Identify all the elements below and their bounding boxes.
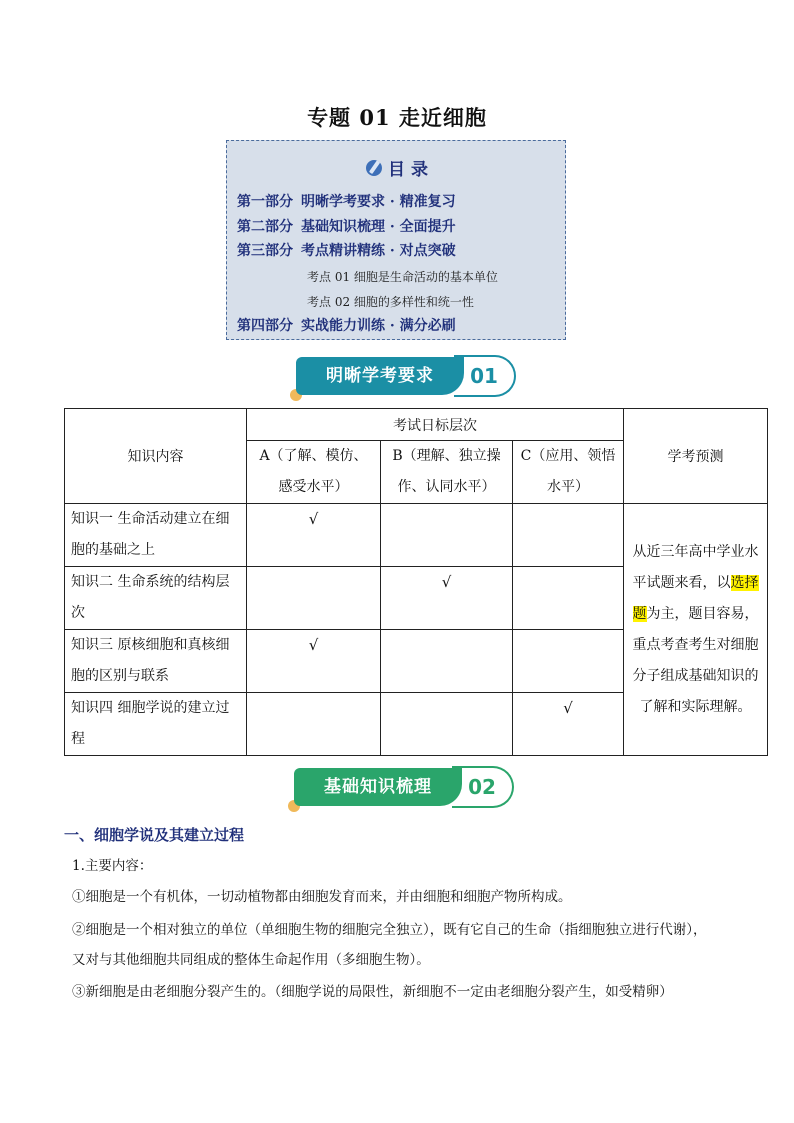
check-mark: √ bbox=[381, 567, 513, 630]
header-content: 知识内容 bbox=[65, 409, 247, 504]
toc-subitem-1[interactable]: 考点 01 细胞是生命活动的基本单位 bbox=[307, 270, 498, 284]
toc-item-part2[interactable]: 第二部分 基础知识梳理 · 全面提升 bbox=[237, 219, 456, 235]
toc-subitem-2[interactable]: 考点 02 细胞的多样性和统一性 bbox=[307, 295, 474, 309]
header-level-b: B（理解、独立操作、认同水平） bbox=[381, 441, 513, 504]
paragraph-3: ③新细胞是由老细胞分裂产生的。（细胞学说的局限性，新细胞不一定由老细胞分裂产生，如受精卵） bbox=[72, 984, 673, 1000]
section-banner-2 bbox=[294, 766, 516, 810]
header-level-c: C（应用、领悟水平） bbox=[513, 441, 624, 504]
highlight-choice-question: 选择题 bbox=[632, 574, 759, 622]
table-of-contents bbox=[226, 140, 566, 340]
requirements-table bbox=[64, 408, 768, 756]
paragraph-2b: 又对与其他细胞共同组成的整体生命起作用（多细胞生物）。 bbox=[72, 952, 430, 968]
row-content: 知识三 原核细胞和真核细胞的区别与联系 bbox=[65, 630, 247, 693]
header-forecast: 学考预测 bbox=[624, 409, 768, 504]
check-mark: √ bbox=[513, 693, 624, 756]
toc-item-part4[interactable]: 第四部分 实战能力训练 · 满分必刷 bbox=[237, 318, 456, 334]
banner-number: 02 bbox=[468, 775, 496, 799]
toc-item-part3[interactable]: 第三部分 考点精讲精练 · 对点突破 bbox=[237, 243, 456, 259]
banner-number: 01 bbox=[470, 364, 498, 388]
toc-item-part1[interactable]: 第一部分 明晰学考要求 · 精准复习 bbox=[237, 194, 456, 210]
paragraph-1: ①细胞是一个有机体，一切动植物都由细胞发育而来，并由细胞和细胞产物所构成。 bbox=[72, 889, 572, 905]
header-level: 考试日标层次 bbox=[247, 409, 624, 441]
check-mark: √ bbox=[247, 630, 381, 693]
section-banner-1 bbox=[296, 355, 518, 399]
banner-label: 明晰学考要求 bbox=[296, 357, 464, 395]
book-pen-icon bbox=[364, 158, 384, 183]
row-content: 知识一 生命活动建立在细胞的基础之上 bbox=[65, 504, 247, 567]
banner-label: 基础知识梳理 bbox=[294, 768, 462, 806]
row-content: 知识二 生命系统的结构层次 bbox=[65, 567, 247, 630]
header-level-a: A（了解、模仿、感受水平） bbox=[247, 441, 381, 504]
toc-heading: 目 录 bbox=[227, 155, 565, 183]
forecast-text: 从近三年高中学业水平试题来看，以选择题为主，题目容易，重点考查考生对细胞分子组成基础知识的了解和实际理解。 bbox=[624, 504, 768, 756]
section-heading: 一、细胞学说及其建立过程 bbox=[64, 826, 245, 844]
page-title: 专题 01 走近细胞 bbox=[307, 105, 487, 130]
check-mark: √ bbox=[247, 504, 381, 567]
row-content: 知识四 细胞学说的建立过程 bbox=[65, 693, 247, 756]
paragraph-2a: ②细胞是一个相对独立的单位（单细胞生物的细胞完全独立），既有它自己的生命（指细胞独立进行代谢）， bbox=[72, 922, 707, 938]
subheading: 1.主要内容： bbox=[72, 858, 153, 874]
table-row bbox=[65, 504, 768, 567]
